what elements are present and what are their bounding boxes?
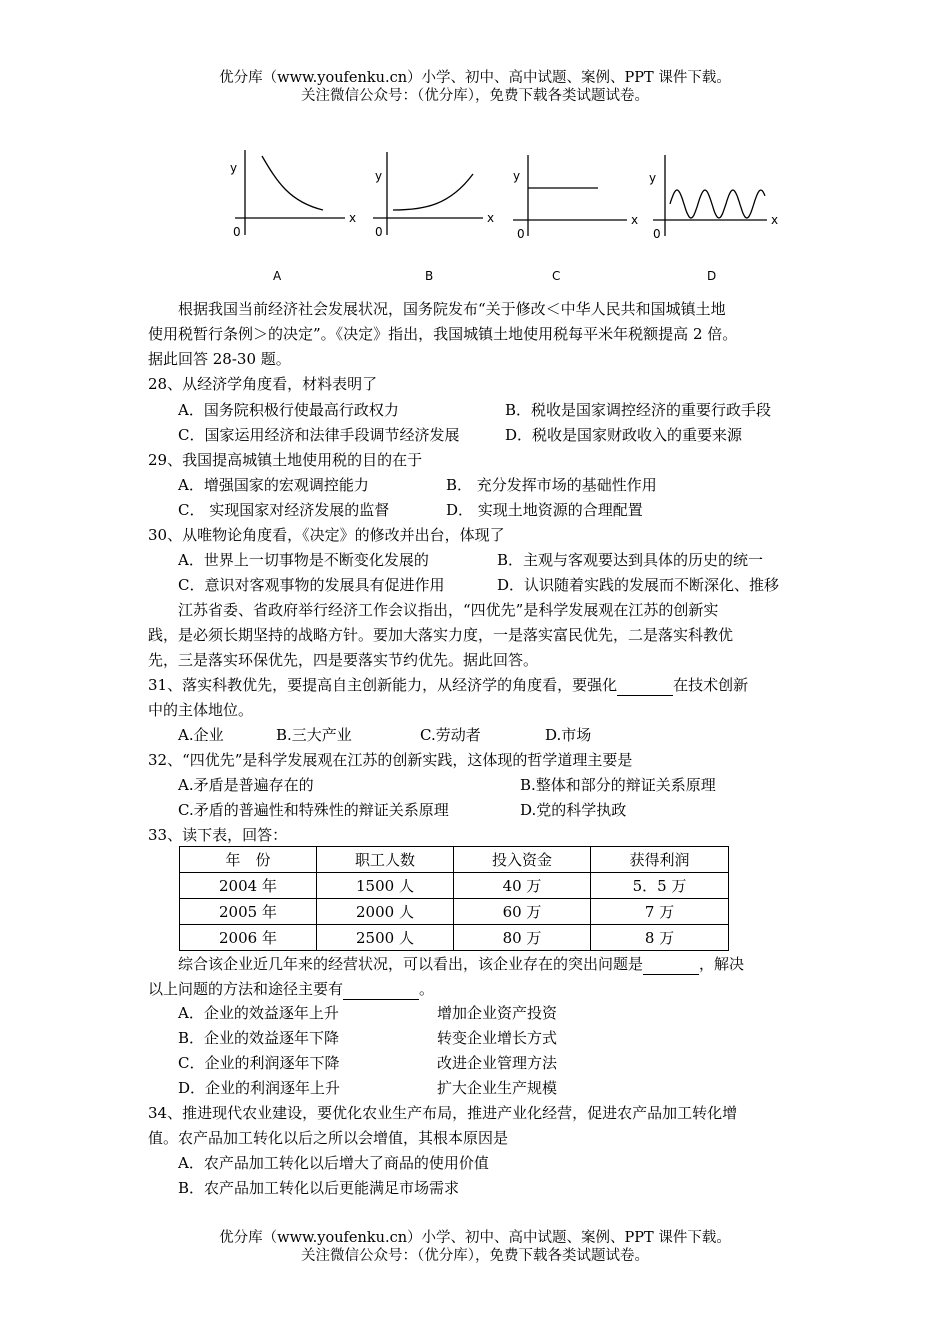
graph-a (230, 150, 356, 283)
table-row (180, 899, 729, 925)
q33-problem-blank[interactable] (643, 954, 699, 975)
q29-option-a: A．增强国家的宏观调控能力 (178, 476, 369, 494)
intro-28-line-1: 根据我国当前经济社会发展状况，国务院发布“关于修改＜中华人民共和国城镇土地 (178, 300, 726, 318)
graph-a-caption: A (273, 269, 282, 283)
table-header-cell: 获得利润 (591, 847, 729, 873)
q32-option-a: A.矛盾是普遍存在的 (178, 776, 314, 794)
q31-answer-blank[interactable] (617, 675, 673, 696)
header-line-1: 优分库（www.youfenku.cn）小学、初中、高中试题、案例、PPT 课件下载。 (219, 70, 731, 86)
q29-option-d: D． 实现土地资源的合理配置 (446, 501, 643, 519)
q34-line-1: 34、推进现代农业建设，要优化农业生产布局，推进产业化经营，促进农产品加工转化增 (148, 1104, 738, 1122)
graph-c-y-label: y (513, 169, 521, 183)
table-row (180, 873, 729, 899)
intro-28-line-2: 使用税暂行条例＞的决定”。《决定》指出，我国城镇土地使用税每平米年税额提高 2 倍。 (148, 325, 738, 343)
graph-b-y-label: y (375, 169, 383, 183)
q33-option-b-right: 转变企业增长方式 (437, 1029, 558, 1047)
q28-option-a: A．国务院积极行使最高行政权力 (178, 401, 399, 419)
table-cell: 40 万 (454, 873, 591, 899)
table-cell: 5．5 万 (591, 873, 729, 899)
q30-option-a: A．世界上一切事物是不断变化发展的 (178, 551, 429, 569)
q33-option-a-right: 增加企业资产投资 (437, 1004, 558, 1022)
graph-d (649, 155, 778, 283)
graph-d-y-label: y (649, 171, 657, 185)
q29-option-c: C． 实现国家对经济发展的监督 (178, 501, 390, 519)
table-row (180, 925, 729, 951)
q32-option-d: D.党的科学执政 (520, 801, 627, 819)
header-line-2: 关注微信公众号：（优分库），免费下载各类试题试卷。 (301, 88, 649, 104)
graph-a-curve (262, 156, 323, 210)
q31-option-b: B.三大产业 (276, 726, 352, 744)
table-cell: 60 万 (454, 899, 591, 925)
q33-text-line-2 (148, 979, 434, 1000)
q28-stem: 28、从经济学角度看，材料表明了 (148, 375, 378, 393)
q33-option-a-left: A．企业的效益逐年上升 (178, 1004, 339, 1022)
table-cell: 2500 人 (317, 925, 454, 951)
q31-stem-after: 在技术创新 (673, 676, 749, 694)
q29-stem: 29、我国提高城镇土地使用税的目的在于 (148, 451, 423, 469)
q31-stem-before: 31、落实科教优先，要提高自主创新能力，从经济学的角度看，要强化 (148, 676, 618, 694)
q31-stem (148, 675, 748, 696)
q31-option-a: A.企业 (178, 726, 224, 744)
q33-stem: 33、读下表，回答： (148, 826, 288, 844)
graph-a-y-label: y (230, 161, 238, 175)
q32-option-b: B.整体和部分的辩证关系原理 (520, 776, 716, 794)
q33-option-c-left: C．企业的利润逐年下降 (178, 1054, 340, 1072)
q32-stem: 32、“四优先”是科学发展观在江苏的创新实践，这体现的哲学道理主要是 (148, 751, 633, 769)
graph-d-origin: 0 (653, 227, 661, 241)
q28-option-b: B．税收是国家调控经济的重要行政手段 (505, 401, 772, 419)
graph-b-x-label: x (487, 211, 495, 225)
table-cell: 80 万 (454, 925, 591, 951)
q31-option-d: D.市场 (545, 726, 592, 744)
graph-a-x-label: x (349, 211, 357, 225)
graph-b-caption: B (425, 269, 434, 283)
intro-31-line-2: 践，是必须长期坚持的战略方针。要加大落实力度，一是落实富民优先，二是落实科教优 (148, 626, 734, 644)
q33-text-2-before: 以上问题的方法和途径主要有 (148, 980, 344, 998)
intro-31-line-3: 先，三是落实环保优先，四是要落实节约优先。据此回答。 (148, 651, 539, 669)
table-cell: 2006 年 (180, 925, 317, 951)
q33-text-1-before: 综合该企业近几年来的经营状况，可以看出，该企业存在的突出问题是 (178, 955, 644, 973)
q33-text-2-after: 。 (419, 980, 435, 998)
q34-line-2: 值。农产品加工转化以后之所以会增值，其根本原因是 (148, 1129, 509, 1147)
q30-stem: 30、从唯物论角度看，《决定》的修改并出台，体现了 (148, 526, 505, 544)
q34-option-a: A．农产品加工转化以后增大了商品的使用价值 (178, 1154, 489, 1172)
intro-31-line-1: 江苏省委、省政府举行经济工作会议指出，“四优先”是科学发展观在江苏的创新实 (178, 601, 719, 619)
footer-line-1: 优分库（www.youfenku.cn）小学、初中、高中试题、案例、PPT 课件下载。 (219, 1230, 731, 1246)
q33-text-line-1 (178, 954, 744, 975)
q32-option-c: C.矛盾的普遍性和特殊性的辩证关系原理 (178, 801, 449, 819)
graph-d-x-label: x (771, 213, 779, 227)
graph-b-curve (393, 174, 473, 210)
q33-option-b-left: B．企业的效益逐年下降 (178, 1029, 340, 1047)
q28-option-c: C．国家运用经济和法律手段调节经济发展 (178, 426, 460, 444)
graph-d-caption: D (707, 269, 717, 283)
graph-b-origin: 0 (375, 225, 383, 239)
graph-c (513, 155, 638, 283)
table-cell: 7 万 (591, 899, 729, 925)
q31-option-c: C.劳动者 (420, 726, 481, 744)
table-header-cell: 投入资金 (454, 847, 591, 873)
table-cell: 2004 年 (180, 873, 317, 899)
table-header-row (180, 847, 729, 873)
q33-text-1-after: ，解决 (699, 955, 745, 973)
q33-option-d-right: 扩大企业生产规模 (437, 1079, 558, 1097)
table-cell: 2000 人 (317, 899, 454, 925)
q33-option-c-right: 改进企业管理方法 (437, 1054, 558, 1072)
q30-option-d: D．认识随着实践的发展而不断深化、推移 (497, 576, 780, 594)
q33-method-blank[interactable] (343, 979, 419, 1000)
graph-d-wave (670, 190, 765, 218)
q33-table (179, 846, 729, 951)
q30-option-b: B．主观与客观要达到具体的历史的统一 (497, 551, 764, 569)
footer-line-2: 关注微信公众号：（优分库），免费下载各类试题试卷。 (301, 1248, 649, 1264)
table-cell: 8 万 (591, 925, 729, 951)
graph-c-origin: 0 (517, 227, 525, 241)
q30-option-c: C．意识对客观事物的发展具有促进作用 (178, 576, 445, 594)
q34-option-b: B．农产品加工转化以后更能满足市场需求 (178, 1179, 460, 1197)
graph-c-x-label: x (631, 213, 639, 227)
table-header-cell: 年 份 (180, 847, 317, 873)
q33-option-d-left: D．企业的利润逐年上升 (178, 1079, 341, 1097)
q31-stem-line-2: 中的主体地位。 (148, 701, 254, 719)
table-cell: 2005 年 (180, 899, 317, 925)
table-header-cell: 职工人数 (317, 847, 454, 873)
graph-a-origin: 0 (233, 225, 241, 239)
q28-option-d: D．税收是国家财政收入的重要来源 (505, 426, 743, 444)
graph-b (373, 152, 494, 283)
graphs-figure (215, 140, 790, 290)
intro-28-line-3: 据此回答 28-30 题。 (148, 350, 291, 368)
q29-option-b: B． 充分发挥市场的基础性作用 (446, 476, 657, 494)
table-cell: 1500 人 (317, 873, 454, 899)
graph-c-caption: C (552, 269, 561, 283)
